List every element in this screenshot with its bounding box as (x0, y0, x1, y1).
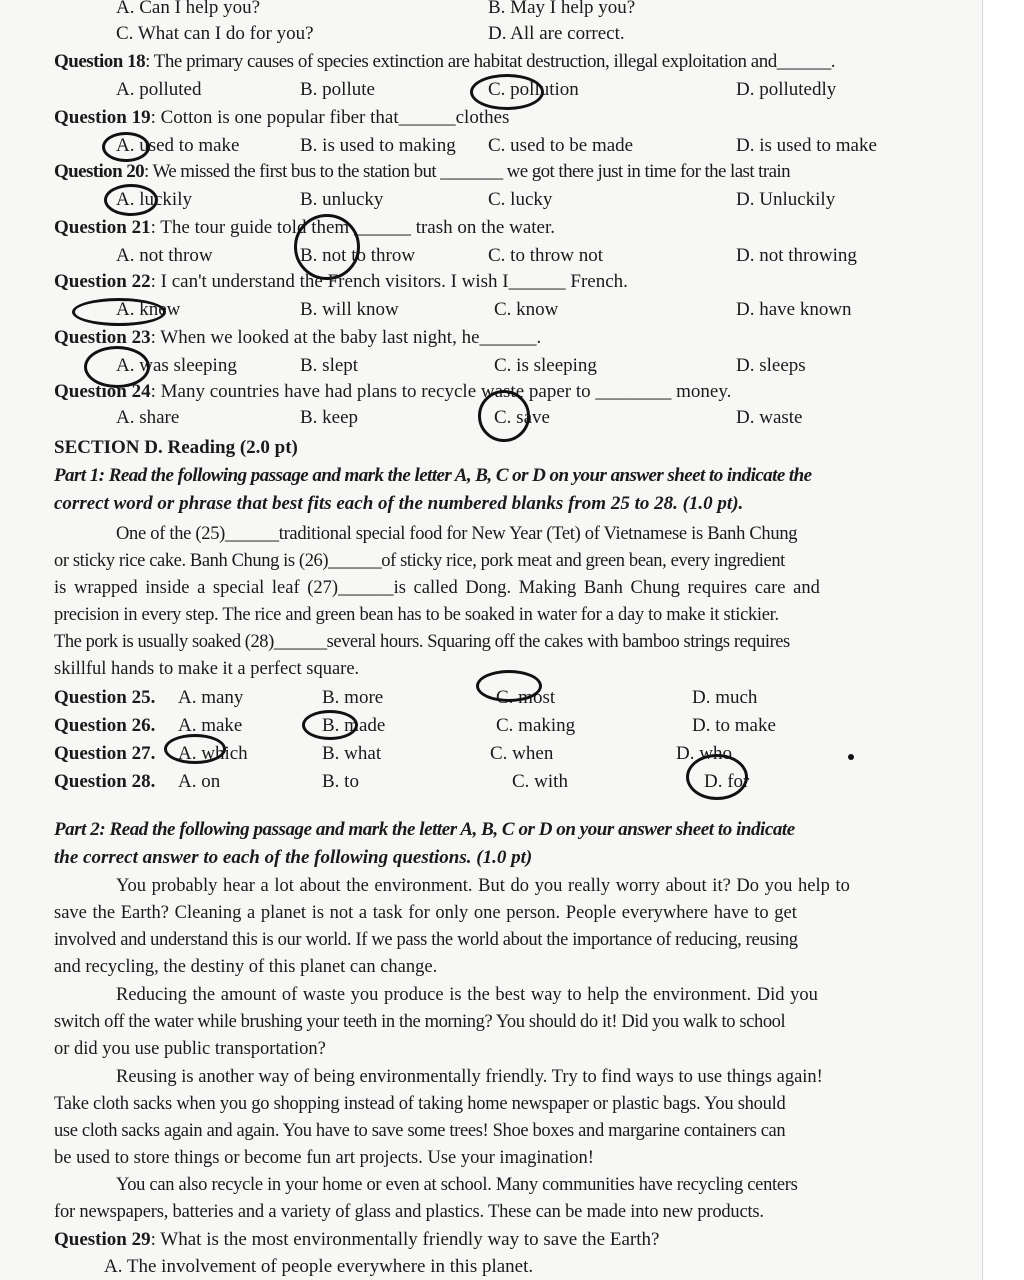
part1-instruction-line2: correct word or phrase that best fits each of the numbered blanks from 25 to 28. (1.0 pt). (54, 493, 744, 514)
q17-option-d: D. All are correct. (488, 23, 625, 44)
answer-circle-q24 (478, 390, 530, 442)
question-22-text: : I can't understand the French visitors. I wish I______ French. (150, 271, 628, 292)
question-20-label: Question 20 (54, 161, 144, 182)
question-23-text: : When we looked at the baby last night, he______. (150, 327, 542, 348)
passage1-line5: The pork is usually soaked (28)______several hours. Squaring off the cakes with bamboo strings requires (54, 632, 790, 652)
q20-option-c: C. lucky (488, 189, 553, 210)
answer-circle-q18 (470, 74, 544, 110)
question-18 (54, 50, 835, 74)
question-19-label: Question 19 (54, 107, 151, 128)
q20-option-d: D. Unluckily (736, 189, 836, 210)
q25-option-d: D. much (692, 687, 758, 708)
q24-option-b: B. keep (300, 407, 359, 428)
section-d-heading: SECTION D. Reading (2.0 pt) (54, 437, 298, 458)
question-29-label: Question 29 (54, 1229, 151, 1250)
passage2-line5: Reducing the amount of waste you produce is the best way to help the environment. Did you (116, 985, 818, 1005)
q24-option-a: A. share (116, 407, 180, 428)
q21-option-d: D. not throwing (736, 245, 857, 266)
question-25-label: Question 25. (54, 687, 156, 708)
q25-option-b: B. more (322, 687, 384, 708)
answer-circle-q25 (476, 670, 542, 702)
passage2-line1: You probably hear a lot about the environment. But do you really worry about it? Do you help to (116, 876, 850, 896)
q17-option-b: B. May I help you? (488, 0, 636, 18)
q26-option-b: B. made (322, 715, 386, 736)
q17-option-c: C. What can I do for you? (116, 23, 314, 44)
question-27-label: Question 27. (54, 743, 156, 764)
page-margin (982, 0, 1024, 1280)
q21-option-b: B. not to throw (300, 245, 416, 266)
answer-circle-q20 (104, 184, 158, 216)
passage2-line9: Take cloth sacks when you go shopping instead of taking home newspaper or plastic bags. You should (54, 1094, 786, 1114)
passage1-line6: skillful hands to make it a perfect square. (54, 659, 360, 679)
passage2-line8: Reusing is another way of being environmentally friendly. Try to find ways to use things again! (116, 1067, 823, 1087)
question-19 (54, 106, 509, 130)
question-18-label: Question 18 (54, 51, 146, 72)
q28-option-a: A. on (178, 771, 221, 792)
answer-circle-q22 (72, 298, 166, 326)
question-21-label: Question 21 (54, 217, 151, 238)
passage2-line4: and recycling, the destiny of this planet can change. (54, 957, 438, 977)
passage2-line7: or did you use public transportation? (54, 1039, 326, 1059)
q20-option-a: A. luckily (116, 189, 192, 210)
question-20 (54, 160, 790, 184)
q18-option-b: B. pollute (300, 79, 375, 100)
q22-option-d: D. have known (736, 299, 852, 320)
q17-option-a: A. Can I help you? (116, 0, 261, 18)
passage2-line11: be used to store things or become fun art projects. Use your imagination! (54, 1148, 594, 1168)
part1-instruction-line1: Part 1: Read the following passage and mark the letter A, B, C or D on your answer sheet to indicate the (54, 465, 812, 486)
q19-option-b: B. is used to making (300, 135, 456, 156)
passage2-line13: for newspapers, batteries and a variety of glass and plastics. These can be made into new products. (54, 1202, 764, 1222)
passage1-line3: is wrapped inside a special leaf (27)______is called Dong. Making Banh Chung requires care and (54, 578, 820, 598)
answer-circle-q27 (164, 734, 226, 764)
q27-option-b: B. what (322, 743, 382, 764)
q19-option-a: A. used to make (116, 135, 240, 156)
q21-option-a: A. not throw (116, 245, 213, 266)
question-22 (54, 270, 628, 294)
answer-circle-q28 (686, 754, 748, 800)
question-29 (54, 1228, 659, 1252)
q26-option-c: C. making (496, 715, 576, 736)
q19-option-d: D. is used to make (736, 135, 877, 156)
passage2-line3: involved and understand this is our world. If we pass the world about the importance of reducing, reusing (54, 930, 798, 950)
question-19-text: : Cotton is one popular fiber that______clothes (150, 107, 510, 128)
q27-option-c: C. when (490, 743, 554, 764)
question-22-label: Question 22 (54, 271, 151, 292)
answer-circle-q19 (102, 132, 150, 162)
q29-option-a: A. The involvement of people everywhere in this planet. (104, 1256, 534, 1277)
question-24-label: Question 24 (54, 381, 151, 402)
q23-option-d: D. sleeps (736, 355, 806, 376)
q18-option-c: C. pollution (488, 79, 579, 100)
passage2-line10: use cloth sacks again and again. You have to save some trees! Shoe boxes and margarine containers can (54, 1121, 786, 1141)
q28-option-d: D. for (704, 771, 750, 792)
q25-option-a: A. many (178, 687, 244, 708)
q22-option-b: B. will know (300, 299, 399, 320)
question-29-text: : What is the most environmentally friendly way to save the Earth? (150, 1229, 660, 1250)
question-20-text: : We missed the first bus to the station but _______ we got there just in time for the last train (144, 161, 790, 182)
part2-instruction-line2: the correct answer to each of the following questions. (1.0 pt) (54, 847, 533, 868)
ink-dot (848, 754, 854, 760)
question-24 (54, 380, 731, 404)
q18-option-d: D. pollutedly (736, 79, 837, 100)
passage2-line2: save the Earth? Cleaning a planet is not a task for only one person. People everywhere have to get (54, 903, 797, 923)
q23-option-a: A. was sleeping (116, 355, 237, 376)
q26-option-d: D. to make (692, 715, 776, 736)
question-18-text: : The primary causes of species extinction are habitat destruction, illegal exploitation and______. (145, 51, 835, 72)
question-24-text: : Many countries have had plans to recycle waste paper to ________ money. (150, 381, 732, 402)
passage1-line2: or sticky rice cake. Banh Chung is (26)______of sticky rice, pork meat and green bean, every ingredient (54, 551, 785, 571)
q21-option-c: C. to throw not (488, 245, 604, 266)
passage1-line4: precision in every step. The rice and green bean has to be soaked in water for a day to make it stickier. (54, 605, 779, 625)
q27-option-a: A. which (178, 743, 248, 764)
q22-option-c: C. know (494, 299, 559, 320)
q23-option-c: C. is sleeping (494, 355, 597, 376)
q18-option-a: A. polluted (116, 79, 202, 100)
passage2-line12: You can also recycle in your home or even at school. Many communities have recycling centers (116, 1175, 798, 1195)
q19-option-c: C. used to be made (488, 135, 634, 156)
passage2-line6: switch off the water while brushing your teeth in the morning? You should do it! Did you walk to school (54, 1012, 786, 1032)
q28-option-b: B. to (322, 771, 359, 792)
question-23-label: Question 23 (54, 327, 151, 348)
question-28-label: Question 28. (54, 771, 156, 792)
q22-option-a: A. knew (116, 299, 181, 320)
q20-option-b: B. unlucky (300, 189, 384, 210)
q27-option-d: D. who (676, 743, 732, 764)
question-21-text: : The tour guide told them ______ trash on the water. (150, 217, 555, 238)
part2-instruction-line1: Part 2: Read the following passage and mark the letter A, B, C or D on your answer sheet to indicate (54, 819, 795, 840)
passage1-line1: One of the (25)______traditional special food for New Year (Tet) of Vietnamese is Banh Chung (116, 524, 798, 544)
q24-option-d: D. waste (736, 407, 803, 428)
q23-option-b: B. slept (300, 355, 359, 376)
q26-option-a: A. make (178, 715, 243, 736)
q24-option-c: C. save (494, 407, 550, 428)
question-26-label: Question 26. (54, 715, 156, 736)
answer-circle-q26 (302, 710, 358, 740)
q25-option-c: C. most (496, 687, 556, 708)
q28-option-c: C. with (512, 771, 568, 792)
